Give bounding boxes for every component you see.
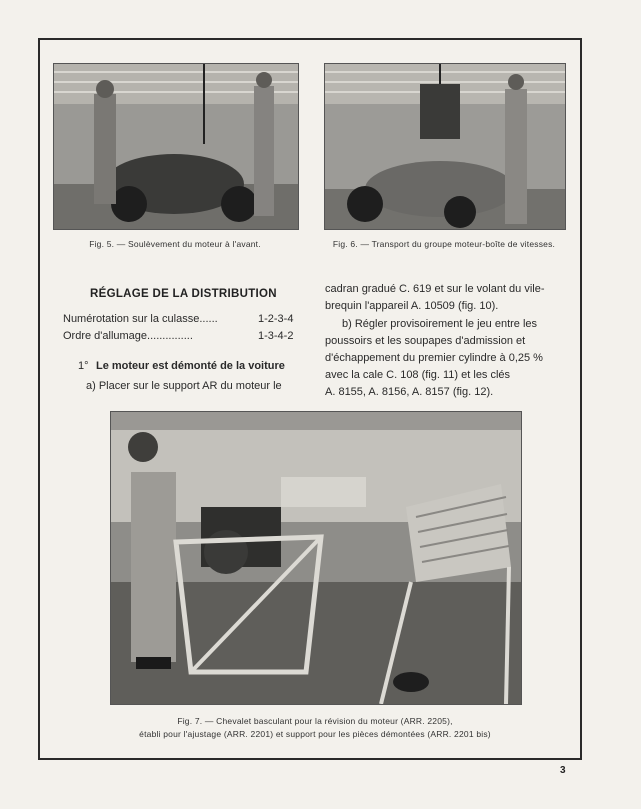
spec1-label: Numérotation sur la culasse......: [63, 313, 218, 325]
right-line-5: d'échappement du premier cylindre à 0,25 %: [325, 352, 543, 364]
right-line-1: cadran gradué C. 619 et sur le volant du vile-: [325, 283, 545, 295]
right-line-3: b) Régler provisoirement le jeu entre les: [342, 318, 538, 330]
fig6-photo: [324, 63, 566, 230]
right-line-4: poussoirs et les soupapes d'admission et: [325, 335, 526, 347]
spec2-label: Ordre d'allumage...............: [63, 330, 193, 342]
subheading-number: 1°: [78, 360, 89, 372]
fig7-caption-line2: établi pour l'ajustage (ARR. 2201) et support pour les pièces démontées (ARR. 2201 bis): [139, 729, 491, 739]
right-line-7: A. 8155, A. 8156, A. 8157 (fig. 12).: [325, 386, 494, 398]
right-line-2: brequin l'appareil A. 10509 (fig. 10).: [325, 300, 499, 312]
fig5-photo: [53, 63, 299, 230]
spec2-value: 1-3-4-2: [258, 330, 294, 342]
fig6-caption: Fig. 6. — Transport du groupe moteur-boîte de vitesses.: [332, 239, 556, 249]
fig7-photo: [110, 411, 522, 705]
right-line-6: avec la cale C. 108 (fig. 11) et les clés: [325, 369, 511, 381]
subheading: Le moteur est démonté de la voiture: [96, 360, 285, 372]
section-heading: RÉGLAGE DE LA DISTRIBUTION: [90, 288, 277, 300]
fig5-caption: Fig. 5. — Soulèvement du moteur à l'avant.: [89, 239, 261, 249]
para-a: a) Placer sur le support AR du moteur le: [86, 380, 282, 392]
fig7-caption-line1: Fig. 7. — Chevalet basculant pour la révision du moteur (ARR. 2205),: [177, 716, 453, 726]
spec1-value: 1-2-3-4: [258, 313, 294, 325]
page-number: 3: [560, 765, 566, 776]
